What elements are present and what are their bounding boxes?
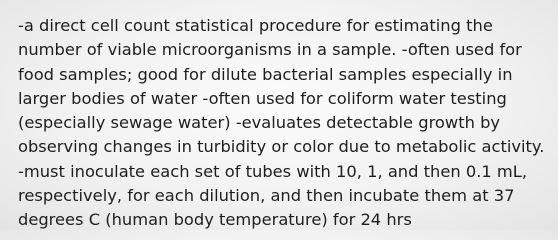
definition-line: -must inoculate each set of tubes with 10, 1, and then 0.1 mL, [18, 161, 528, 181]
definition-line: observing changes in turbidity or color due to metabolic activity. [18, 137, 545, 157]
definition-line: number of viable microorganisms in a sample. -often used for [18, 40, 522, 60]
definition-text [18, 14, 554, 233]
definition-line: food samples; good for dilute bacterial samples especially in [18, 64, 513, 84]
definition-line: (especially sewage water) -evaluates detectable growth by [18, 113, 501, 133]
definition-line: -a direct cell count statistical procedure for estimating the [18, 16, 493, 35]
definition-line: larger bodies of water -often used for coliform water testing [18, 88, 507, 108]
definition-line: respectively, for each dilution, and then incubate them at 37 [18, 186, 515, 206]
definition-line: degrees C (human body temperature) for 24 hrs [18, 210, 412, 230]
